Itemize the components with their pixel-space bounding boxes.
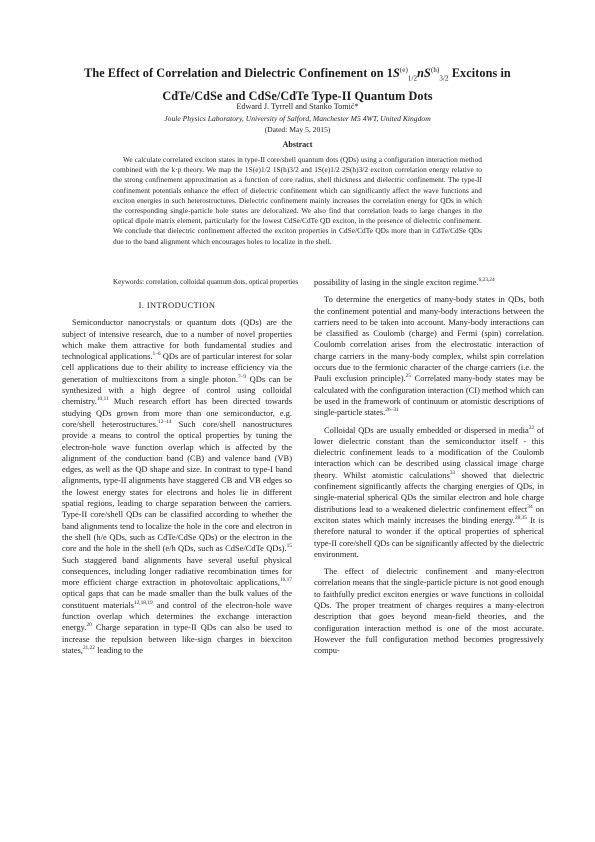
section-heading: I. INTRODUCTION: [138, 300, 216, 310]
intro-paragraph-1: Semiconductor nanocrystals or quantum dots (QDs) are the subject of intensive research, due to a number of novel properties which make them attractive for both fundamental studies and technological applications.$^{1-6}$ QDs are of particular interest for solar cell applications due to their ability to increase efficiency via the generation of multiexcitons from a single photon.$^{7-9}$ QDs can be synthesized with a high degree of control using colloidal chemistry.$^{10,11}$ Much research effort has been directed towards studying QDs grown from more than one semiconductor, e.g. core/shell heterostructures.$^{12-14}$ Such core/shell nanostructures provide a means to control the optical properties by tuning the electron-hole wave function overlap which is affected by the alignment of the conduction band (CB) and valence band (VB) edges, as well as the QD shape and size. In contrast to type-I band alignments, type-II alignments have staggered CB and VB edges so the lowest energy states for electrons and holes lie in different spatial regions, leading to charge separation between the carriers. Type-II core/shell QDs can be classified according to whether the band alignments tend to localize the hole in the core and electron in the shell (h/e QDs, such as CdTe/CdSe QDs) or the electron in the core and the hole in the shell (e/h QDs, such as CdSe/CdTe QDs).$^{15}$ Such staggered band alignments have several useful physical consequences, including longer radiative recombination times for more efficient charge extraction in photovoltaic applications,$^{16,17}$ optical gaps that can be made smaller than the bulk values of the constituent materials$^{12,18,19}$ and control of the electron-hole wave function overlap which determines the exchange interaction energy.$^{20}$ Charge separation in type-II QDs can also be used to increase the repulsion between like-sign charges in biexciton states,$^{21,22}$ leading to the: [62, 317, 292, 655]
left-column: [62, 300, 292, 656]
citation[interactable]: 12–14: [158, 419, 172, 426]
abstract-text: We calculate correlated exciton states in type-II core/shell quantum dots (QDs) using a configuration interaction method combined with the k·p theory. We map the 1S(e)1/2 1S(h)3/2 and 1S(e)1/2 2S(h)3/2 exciton correlation energy relative to the strong confinement approximation as a function of core radius, shell thickness and dielectric confinement. The type-II confinement potentials enhance the effect of dielectric confinement which can significantly affect the wave functions and exciton energies in such heterostructures. Dielectric confinement mainly increases the correlation energy for QDs in which the corresponding single-particle hole states are delocalized. We also find that correlation leads to large changes in the optical dipole matrix element, particularly for the lowest CdSe/CdTe QD exciton, in the presence of dielectric confinement. We conclude that dielectric confinement affected the exciton properties in CdSe/CdTe QDs more than in CdTe/CdSe QDs due to the band alignment which encourages holes to localize in the shell.: [113, 155, 482, 246]
citation[interactable]: 20: [86, 622, 92, 629]
paper-title: The Effect of Correlation and Dielectric Confinement on $1S^{(e)}_{1/2}nS^{(h)}_{3/2}$ Excitons in CdTe/CdSe and CdSe/CdTe Type-II Quantum Dots: [84, 66, 511, 103]
intro-paragraph-2: To determine the energetics of many-body states in QDs, both the confinement potential and many-body interactions between the carriers need to be taken into account. Many-body interactions can be classified as Coulomb (charge) and Fermi (spin) correlation. Coulomb correlation arises from the electrostatic interaction of charge carriers in the many-body complex, whilst spin correlation occurs due to the fermionic character of the charge carriers (i.e. the Pauli exclusion principle).$^{25}$ Correlated many-body states may be calculated with the configuration interaction (CI) method which can be used in the framework of continuum or atomistic descriptions of single-particle states.$^{26-31}$: [314, 294, 544, 418]
citation[interactable]: 34: [527, 503, 533, 510]
intro-paragraph-continued: possibility of lasing in the single exciton regime.$^{6,23,24}$: [314, 277, 495, 287]
citation[interactable]: 32: [528, 424, 535, 431]
citation[interactable]: 26–31: [385, 407, 399, 414]
right-column: [314, 277, 544, 657]
date-line: (Dated: May 5, 2015): [264, 125, 331, 134]
intro-paragraph-3: Colloidal QDs are usually embedded or dispersed in media$^{32}$ of lower dielectric constant than the semiconductor itself - this dielectric confinement leads to a modification of the Coulomb interaction which can be described using classical image charge theory. Whilst atomistic calculations$^{33}$ showed that dielectric confinement significantly affects the charging energies of QDs, in single-material spherical QDs the similar electron and hole charge distributions lead to a weakened dielectric confinement effect$^{34}$ on exciton states which mainly increases the binding energy.$^{28,35}$ It is therefore natural to wonder if the optical properties of spherical type-II core/shell QDs can be significantly affected by the dielectric environment.: [314, 424, 545, 559]
citation[interactable]: 12,18,19: [133, 599, 153, 606]
citation[interactable]: 25: [405, 373, 412, 380]
abstract-heading: Abstract: [282, 140, 313, 149]
citation[interactable]: 33: [449, 469, 456, 476]
keywords: Keywords: correlation, colloidal quantum dots, optical properties: [113, 278, 299, 286]
citation[interactable]: 10,11: [96, 396, 109, 403]
citation[interactable]: 6,23,24: [478, 277, 495, 284]
title-part1: The Effect of Correlation and Dielectric Confinement on 1: [84, 66, 393, 81]
citation[interactable]: 15: [286, 543, 292, 550]
citation[interactable]: 28,35: [514, 515, 527, 522]
affiliation: Joule Physics Laboratory, University of Salford, Manchester M5 4WT, United Kingdom: [164, 114, 431, 123]
citation[interactable]: 16,17: [279, 577, 292, 584]
title-part2: Excitons in CdTe/CdSe and CdSe/CdTe Type-II Quantum Dots: [162, 66, 511, 103]
citation[interactable]: 7–9: [237, 373, 247, 380]
citation[interactable]: 1–6: [152, 351, 161, 358]
authors: Edward J. Tyrrell and Stanko Tomić*: [236, 102, 359, 111]
citation[interactable]: 21,22: [82, 645, 95, 652]
intro-paragraph-4: The effect of dielectric confinement and many-electron correlation means that the single-particle picture is not good enough to faithfully predict exciton energies or wave functions in colloidal QDs. The proper treatment of charges requires a many-electron description that goes beyond mean-field theories, and the configuration interaction method is one of the most accurate. However the full configuration method becomes progressively compu-: [314, 566, 544, 656]
